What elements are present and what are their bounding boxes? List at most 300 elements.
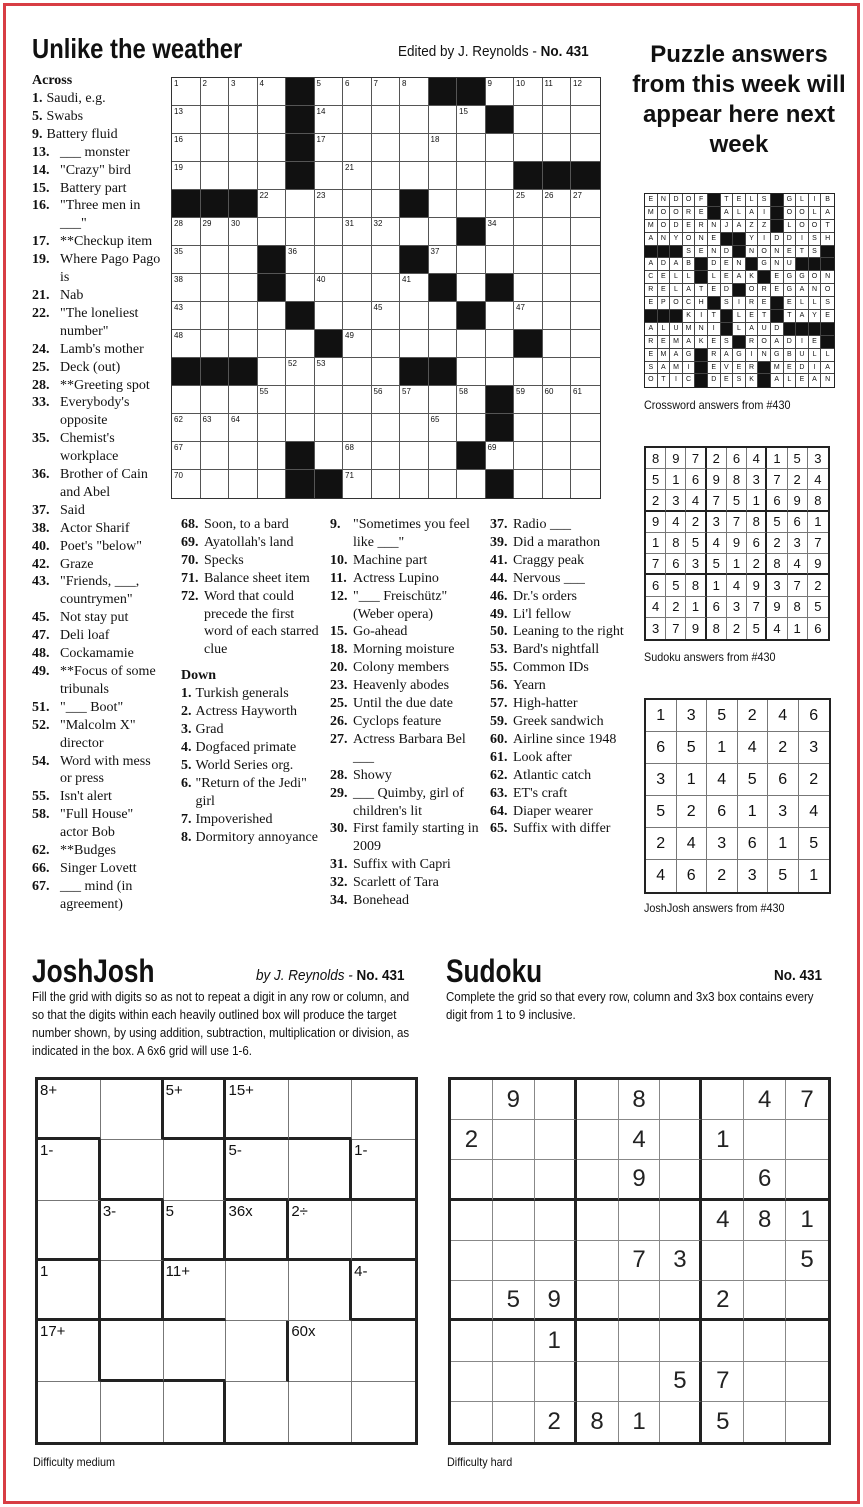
crossword-cell[interactable] (400, 414, 429, 442)
sudoku-cell[interactable]: 9 (619, 1160, 661, 1200)
crossword-cell[interactable] (543, 414, 572, 442)
joshjosh-cell[interactable] (38, 1080, 101, 1140)
crossword-cell[interactable] (286, 190, 315, 218)
crossword-cell[interactable] (400, 134, 429, 162)
crossword-cell[interactable] (543, 442, 572, 470)
crossword-cell[interactable] (315, 302, 344, 330)
crossword-cell[interactable] (571, 274, 600, 302)
crossword-cell[interactable] (229, 78, 258, 106)
joshjosh-cell[interactable] (226, 1382, 289, 1442)
crossword-cell[interactable] (372, 470, 401, 498)
crossword-cell[interactable] (372, 162, 401, 190)
crossword-cell[interactable] (514, 302, 543, 330)
sudoku-cell[interactable] (619, 1362, 661, 1402)
crossword-cell[interactable] (543, 78, 572, 106)
crossword-cell[interactable] (457, 162, 486, 190)
crossword-cell[interactable] (372, 190, 401, 218)
crossword-cell[interactable] (514, 78, 543, 106)
crossword-cell[interactable] (571, 218, 600, 246)
sudoku-cell[interactable] (786, 1321, 828, 1361)
crossword-cell[interactable] (343, 162, 372, 190)
sudoku-cell[interactable]: 2 (535, 1402, 577, 1442)
crossword-cell[interactable] (229, 246, 258, 274)
joshjosh-cell[interactable] (101, 1140, 164, 1200)
sudoku-cell[interactable] (451, 1080, 493, 1120)
crossword-cell[interactable] (571, 190, 600, 218)
crossword-cell[interactable] (400, 302, 429, 330)
joshjosh-cell[interactable] (164, 1261, 227, 1321)
joshjosh-cell[interactable] (38, 1382, 101, 1442)
crossword-cell[interactable] (457, 106, 486, 134)
sudoku-cell[interactable] (493, 1402, 535, 1442)
crossword-cell[interactable] (543, 470, 572, 498)
sudoku-cell[interactable] (577, 1160, 619, 1200)
crossword-cell[interactable] (429, 134, 458, 162)
crossword-cell[interactable] (514, 386, 543, 414)
crossword-cell[interactable] (543, 190, 572, 218)
sudoku-cell[interactable]: 4 (619, 1120, 661, 1160)
crossword-cell[interactable] (343, 442, 372, 470)
joshjosh-cell[interactable] (289, 1140, 352, 1200)
sudoku-cell[interactable] (577, 1201, 619, 1241)
crossword-cell[interactable] (172, 218, 201, 246)
crossword-cell[interactable] (486, 358, 515, 386)
crossword-cell[interactable] (201, 414, 230, 442)
crossword-cell[interactable] (486, 162, 515, 190)
crossword-cell[interactable] (372, 330, 401, 358)
sudoku-cell[interactable] (577, 1362, 619, 1402)
crossword-cell[interactable] (514, 134, 543, 162)
crossword-cell[interactable] (201, 78, 230, 106)
crossword-cell[interactable] (372, 274, 401, 302)
crossword-cell[interactable] (258, 218, 287, 246)
sudoku-cell[interactable] (744, 1362, 786, 1402)
crossword-cell[interactable] (258, 358, 287, 386)
joshjosh-cell[interactable] (226, 1201, 289, 1261)
crossword-cell[interactable] (543, 246, 572, 274)
sudoku-cell[interactable]: 1 (786, 1201, 828, 1241)
sudoku-cell[interactable] (493, 1321, 535, 1361)
crossword-cell[interactable] (286, 358, 315, 386)
crossword-cell[interactable] (514, 218, 543, 246)
crossword-cell[interactable] (571, 442, 600, 470)
crossword-cell[interactable] (571, 78, 600, 106)
crossword-cell[interactable] (172, 386, 201, 414)
crossword-cell[interactable] (343, 134, 372, 162)
crossword-cell[interactable] (514, 274, 543, 302)
crossword-cell[interactable] (457, 246, 486, 274)
crossword-cell[interactable] (486, 190, 515, 218)
crossword-cell[interactable] (315, 358, 344, 386)
joshjosh-cell[interactable] (226, 1140, 289, 1200)
joshjosh-cell[interactable] (164, 1080, 227, 1140)
crossword-cell[interactable] (315, 246, 344, 274)
sudoku-cell[interactable] (451, 1321, 493, 1361)
sudoku-cell[interactable] (577, 1120, 619, 1160)
sudoku-cell[interactable]: 1 (535, 1321, 577, 1361)
joshjosh-cell[interactable] (101, 1321, 164, 1381)
joshjosh-cell[interactable] (352, 1321, 415, 1381)
crossword-cell[interactable] (201, 246, 230, 274)
crossword-cell[interactable] (429, 246, 458, 274)
crossword-cell[interactable] (429, 470, 458, 498)
crossword-cell[interactable] (429, 162, 458, 190)
crossword-cell[interactable] (372, 302, 401, 330)
sudoku-grid[interactable] (448, 1077, 831, 1445)
crossword-cell[interactable] (486, 302, 515, 330)
crossword-cell[interactable] (372, 414, 401, 442)
crossword-cell[interactable] (343, 190, 372, 218)
sudoku-cell[interactable] (702, 1241, 744, 1281)
crossword-cell[interactable] (457, 134, 486, 162)
sudoku-cell[interactable] (660, 1120, 702, 1160)
crossword-cell[interactable] (571, 470, 600, 498)
crossword-cell[interactable] (429, 302, 458, 330)
crossword-cell[interactable] (400, 386, 429, 414)
crossword-cell[interactable] (486, 78, 515, 106)
joshjosh-cell[interactable] (289, 1201, 352, 1261)
crossword-cell[interactable] (543, 218, 572, 246)
joshjosh-cell[interactable] (226, 1321, 289, 1381)
sudoku-cell[interactable] (786, 1362, 828, 1402)
joshjosh-cell[interactable] (226, 1261, 289, 1321)
crossword-cell[interactable] (429, 330, 458, 358)
sudoku-cell[interactable] (619, 1281, 661, 1321)
sudoku-cell[interactable] (535, 1160, 577, 1200)
crossword-cell[interactable] (486, 246, 515, 274)
sudoku-cell[interactable] (660, 1160, 702, 1200)
sudoku-cell[interactable]: 3 (660, 1241, 702, 1281)
joshjosh-cell[interactable] (289, 1080, 352, 1140)
sudoku-cell[interactable] (702, 1080, 744, 1120)
crossword-cell[interactable] (172, 274, 201, 302)
sudoku-cell[interactable] (577, 1281, 619, 1321)
crossword-cell[interactable] (400, 78, 429, 106)
joshjosh-cell[interactable] (38, 1321, 101, 1381)
joshjosh-cell[interactable] (164, 1321, 227, 1381)
sudoku-cell[interactable] (535, 1362, 577, 1402)
sudoku-cell[interactable] (451, 1201, 493, 1241)
crossword-cell[interactable] (229, 218, 258, 246)
crossword-cell[interactable] (172, 162, 201, 190)
joshjosh-cell[interactable] (101, 1201, 164, 1261)
crossword-cell[interactable] (258, 302, 287, 330)
crossword-cell[interactable] (571, 386, 600, 414)
crossword-cell[interactable] (315, 78, 344, 106)
crossword-cell[interactable] (400, 442, 429, 470)
crossword-cell[interactable] (201, 134, 230, 162)
crossword-grid[interactable] (171, 77, 601, 499)
sudoku-cell[interactable]: 5 (702, 1402, 744, 1442)
crossword-cell[interactable] (372, 134, 401, 162)
crossword-cell[interactable] (229, 106, 258, 134)
crossword-cell[interactable] (172, 414, 201, 442)
sudoku-cell[interactable]: 5 (660, 1362, 702, 1402)
crossword-cell[interactable] (400, 162, 429, 190)
sudoku-cell[interactable]: 9 (535, 1281, 577, 1321)
sudoku-cell[interactable] (702, 1160, 744, 1200)
sudoku-cell[interactable] (744, 1120, 786, 1160)
crossword-cell[interactable] (172, 442, 201, 470)
crossword-cell[interactable] (372, 246, 401, 274)
crossword-cell[interactable] (543, 302, 572, 330)
sudoku-cell[interactable] (786, 1120, 828, 1160)
sudoku-cell[interactable] (493, 1120, 535, 1160)
crossword-cell[interactable] (457, 470, 486, 498)
sudoku-cell[interactable]: 7 (619, 1241, 661, 1281)
crossword-cell[interactable] (372, 78, 401, 106)
joshjosh-cell[interactable] (226, 1080, 289, 1140)
crossword-cell[interactable] (429, 442, 458, 470)
sudoku-cell[interactable] (619, 1201, 661, 1241)
crossword-cell[interactable] (486, 330, 515, 358)
crossword-cell[interactable] (543, 106, 572, 134)
crossword-cell[interactable] (514, 470, 543, 498)
crossword-cell[interactable] (372, 386, 401, 414)
crossword-cell[interactable] (343, 470, 372, 498)
crossword-cell[interactable] (486, 442, 515, 470)
crossword-cell[interactable] (201, 442, 230, 470)
crossword-cell[interactable] (229, 302, 258, 330)
sudoku-cell[interactable] (619, 1321, 661, 1361)
sudoku-cell[interactable] (577, 1241, 619, 1281)
sudoku-cell[interactable] (493, 1362, 535, 1402)
crossword-cell[interactable] (286, 218, 315, 246)
crossword-cell[interactable] (571, 414, 600, 442)
crossword-cell[interactable] (514, 414, 543, 442)
crossword-cell[interactable] (286, 414, 315, 442)
crossword-cell[interactable] (486, 218, 515, 246)
crossword-cell[interactable] (429, 386, 458, 414)
crossword-cell[interactable] (429, 218, 458, 246)
crossword-cell[interactable] (400, 330, 429, 358)
crossword-cell[interactable] (372, 442, 401, 470)
joshjosh-cell[interactable] (352, 1382, 415, 1442)
sudoku-cell[interactable] (493, 1160, 535, 1200)
crossword-cell[interactable] (315, 134, 344, 162)
sudoku-cell[interactable]: 4 (702, 1201, 744, 1241)
crossword-cell[interactable] (315, 162, 344, 190)
crossword-cell[interactable] (571, 246, 600, 274)
crossword-cell[interactable] (315, 190, 344, 218)
joshjosh-cell[interactable] (164, 1382, 227, 1442)
sudoku-cell[interactable] (451, 1402, 493, 1442)
crossword-cell[interactable] (258, 190, 287, 218)
crossword-cell[interactable] (172, 106, 201, 134)
crossword-cell[interactable] (315, 106, 344, 134)
joshjosh-cell[interactable] (38, 1140, 101, 1200)
crossword-cell[interactable] (343, 414, 372, 442)
sudoku-cell[interactable] (451, 1362, 493, 1402)
crossword-cell[interactable] (429, 414, 458, 442)
crossword-cell[interactable] (315, 274, 344, 302)
crossword-cell[interactable] (286, 246, 315, 274)
sudoku-cell[interactable] (577, 1321, 619, 1361)
crossword-cell[interactable] (258, 442, 287, 470)
crossword-cell[interactable] (457, 274, 486, 302)
crossword-cell[interactable] (315, 218, 344, 246)
sudoku-cell[interactable] (786, 1160, 828, 1200)
sudoku-cell[interactable] (577, 1080, 619, 1120)
crossword-cell[interactable] (172, 246, 201, 274)
crossword-cell[interactable] (315, 386, 344, 414)
joshjosh-cell[interactable] (352, 1080, 415, 1140)
crossword-cell[interactable] (400, 218, 429, 246)
crossword-cell[interactable] (543, 134, 572, 162)
crossword-cell[interactable] (172, 134, 201, 162)
sudoku-cell[interactable] (493, 1241, 535, 1281)
crossword-cell[interactable] (343, 302, 372, 330)
crossword-cell[interactable] (258, 78, 287, 106)
crossword-cell[interactable] (457, 414, 486, 442)
crossword-cell[interactable] (172, 78, 201, 106)
crossword-cell[interactable] (343, 330, 372, 358)
crossword-cell[interactable] (372, 358, 401, 386)
crossword-cell[interactable] (201, 330, 230, 358)
crossword-cell[interactable] (258, 386, 287, 414)
sudoku-cell[interactable] (660, 1402, 702, 1442)
crossword-cell[interactable] (229, 162, 258, 190)
sudoku-cell[interactable] (786, 1402, 828, 1442)
sudoku-cell[interactable] (660, 1080, 702, 1120)
crossword-cell[interactable] (315, 442, 344, 470)
crossword-cell[interactable] (543, 386, 572, 414)
sudoku-cell[interactable]: 2 (451, 1120, 493, 1160)
crossword-cell[interactable] (571, 106, 600, 134)
crossword-cell[interactable] (258, 134, 287, 162)
crossword-cell[interactable] (457, 386, 486, 414)
crossword-cell[interactable] (343, 246, 372, 274)
crossword-cell[interactable] (429, 106, 458, 134)
sudoku-cell[interactable]: 5 (786, 1241, 828, 1281)
crossword-cell[interactable] (457, 190, 486, 218)
sudoku-cell[interactable] (702, 1321, 744, 1361)
crossword-cell[interactable] (571, 358, 600, 386)
crossword-cell[interactable] (229, 134, 258, 162)
crossword-cell[interactable] (571, 302, 600, 330)
crossword-cell[interactable] (201, 274, 230, 302)
crossword-cell[interactable] (571, 134, 600, 162)
sudoku-cell[interactable]: 6 (744, 1160, 786, 1200)
crossword-cell[interactable] (229, 330, 258, 358)
crossword-cell[interactable] (343, 218, 372, 246)
joshjosh-cell[interactable] (289, 1382, 352, 1442)
sudoku-cell[interactable]: 1 (702, 1120, 744, 1160)
sudoku-cell[interactable] (786, 1281, 828, 1321)
crossword-cell[interactable] (201, 106, 230, 134)
crossword-cell[interactable] (457, 358, 486, 386)
joshjosh-cell[interactable] (352, 1261, 415, 1321)
crossword-cell[interactable] (201, 302, 230, 330)
crossword-cell[interactable] (258, 162, 287, 190)
crossword-cell[interactable] (372, 218, 401, 246)
crossword-cell[interactable] (258, 414, 287, 442)
crossword-cell[interactable] (400, 274, 429, 302)
crossword-cell[interactable] (315, 414, 344, 442)
crossword-cell[interactable] (543, 274, 572, 302)
sudoku-cell[interactable] (451, 1241, 493, 1281)
joshjosh-cell[interactable] (289, 1261, 352, 1321)
crossword-cell[interactable] (201, 470, 230, 498)
joshjosh-cell[interactable] (352, 1201, 415, 1261)
crossword-cell[interactable] (172, 302, 201, 330)
sudoku-cell[interactable]: 2 (702, 1281, 744, 1321)
crossword-cell[interactable] (201, 386, 230, 414)
crossword-cell[interactable] (429, 190, 458, 218)
sudoku-cell[interactable] (660, 1281, 702, 1321)
crossword-cell[interactable] (457, 330, 486, 358)
crossword-cell[interactable] (343, 358, 372, 386)
crossword-cell[interactable] (286, 274, 315, 302)
crossword-cell[interactable] (229, 274, 258, 302)
crossword-cell[interactable] (514, 246, 543, 274)
sudoku-cell[interactable] (535, 1201, 577, 1241)
sudoku-cell[interactable]: 7 (702, 1362, 744, 1402)
crossword-cell[interactable] (514, 190, 543, 218)
crossword-cell[interactable] (229, 470, 258, 498)
joshjosh-cell[interactable] (352, 1140, 415, 1200)
sudoku-cell[interactable]: 8 (619, 1080, 661, 1120)
joshjosh-cell[interactable] (101, 1261, 164, 1321)
crossword-cell[interactable] (343, 386, 372, 414)
joshjosh-cell[interactable] (38, 1201, 101, 1261)
crossword-cell[interactable] (400, 106, 429, 134)
crossword-cell[interactable] (343, 274, 372, 302)
sudoku-cell[interactable]: 7 (786, 1080, 828, 1120)
crossword-cell[interactable] (514, 106, 543, 134)
joshjosh-cell[interactable] (101, 1382, 164, 1442)
sudoku-cell[interactable] (535, 1120, 577, 1160)
joshjosh-cell[interactable] (289, 1321, 352, 1381)
crossword-cell[interactable] (343, 106, 372, 134)
sudoku-cell[interactable]: 8 (744, 1201, 786, 1241)
sudoku-cell[interactable] (744, 1281, 786, 1321)
sudoku-cell[interactable] (535, 1241, 577, 1281)
sudoku-cell[interactable]: 5 (493, 1281, 535, 1321)
crossword-cell[interactable] (571, 330, 600, 358)
crossword-cell[interactable] (543, 358, 572, 386)
sudoku-cell[interactable] (744, 1241, 786, 1281)
sudoku-cell[interactable]: 9 (493, 1080, 535, 1120)
crossword-cell[interactable] (172, 330, 201, 358)
sudoku-cell[interactable]: 1 (619, 1402, 661, 1442)
crossword-cell[interactable] (400, 470, 429, 498)
joshjosh-cell[interactable] (38, 1261, 101, 1321)
sudoku-cell[interactable]: 8 (577, 1402, 619, 1442)
crossword-cell[interactable] (229, 442, 258, 470)
crossword-cell[interactable] (229, 386, 258, 414)
crossword-cell[interactable] (229, 414, 258, 442)
joshjosh-cell[interactable] (101, 1080, 164, 1140)
crossword-cell[interactable] (172, 470, 201, 498)
crossword-cell[interactable] (486, 134, 515, 162)
sudoku-cell[interactable] (451, 1281, 493, 1321)
crossword-cell[interactable] (201, 162, 230, 190)
joshjosh-cell[interactable] (164, 1201, 227, 1261)
sudoku-cell[interactable] (493, 1201, 535, 1241)
crossword-cell[interactable] (286, 330, 315, 358)
sudoku-cell[interactable] (744, 1402, 786, 1442)
crossword-cell[interactable] (372, 106, 401, 134)
crossword-cell[interactable] (514, 358, 543, 386)
sudoku-cell[interactable] (535, 1080, 577, 1120)
joshjosh-cell[interactable] (164, 1140, 227, 1200)
crossword-cell[interactable] (543, 330, 572, 358)
crossword-cell[interactable] (286, 386, 315, 414)
crossword-cell[interactable] (258, 470, 287, 498)
crossword-cell[interactable] (258, 106, 287, 134)
sudoku-cell[interactable] (660, 1201, 702, 1241)
